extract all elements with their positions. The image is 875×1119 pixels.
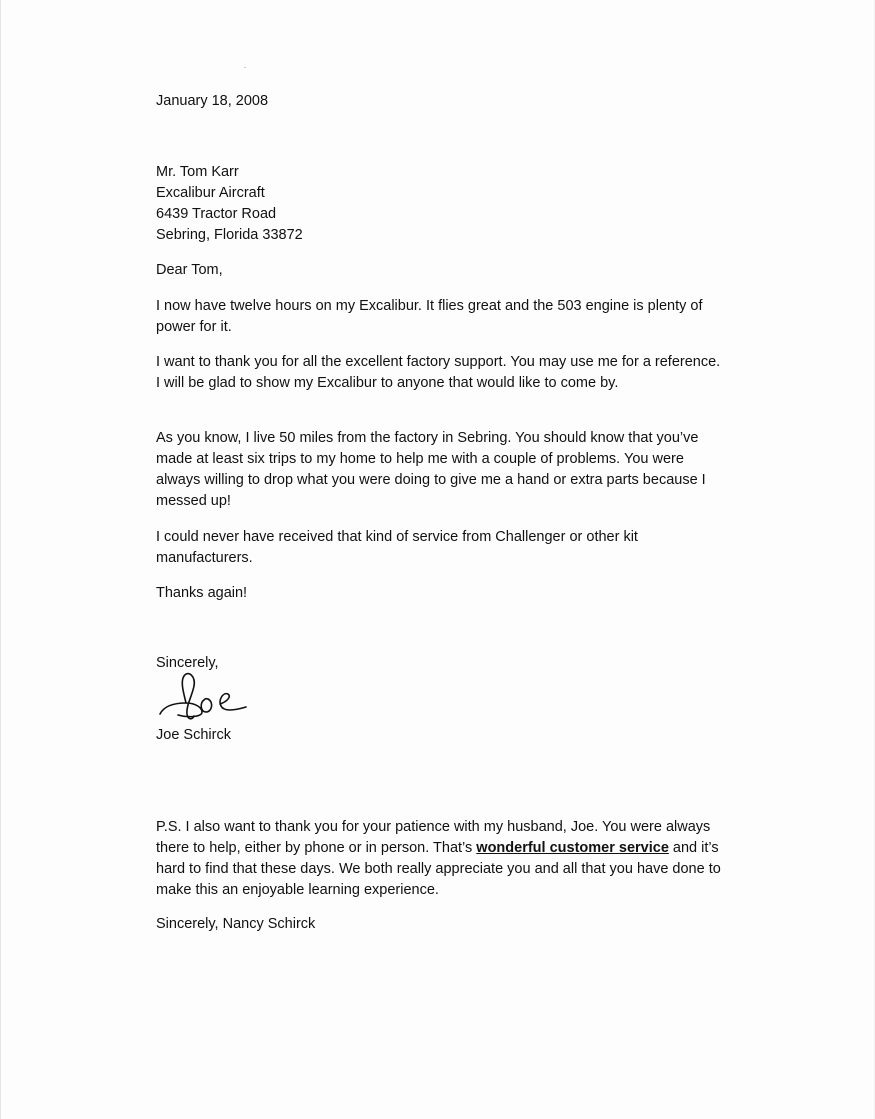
postscript-emphasis: wonderful customer service	[476, 840, 669, 856]
postscript-text-start: P.S. I also want to thank you for your patience with my husband, Joe. You were always there to help, either by phone or in person. That’s	[156, 819, 711, 856]
scan-speck	[244, 67, 246, 68]
postscript	[156, 817, 731, 901]
signer-name: Joe Schirck	[156, 727, 231, 743]
recipient-company: Excalibur Aircraft	[156, 185, 265, 201]
ps-signoff: Sincerely, Nancy Schirck	[156, 916, 316, 932]
salutation: Dear Tom,	[156, 262, 223, 278]
body-paragraph-5: Thanks again!	[156, 585, 248, 601]
postscript-text-end: and it’s hard to find that these days. We both really appreciate you and all that you have done to make this an enjoyable learning experience.	[156, 840, 721, 898]
body-paragraph-2: I want to thank you for all the excellent factory support. You may use me for a reference. I will be glad to show my Excalibur to anyone that would like to come by.	[156, 354, 721, 391]
closing: Sincerely,	[156, 655, 219, 671]
letter-date: January 18, 2008	[156, 93, 269, 109]
body-paragraph-4: I could never have received that kind of service from Challenger or other kit manufacturers.	[156, 529, 638, 566]
recipient-name: Mr. Tom Karr	[156, 164, 239, 180]
handwritten-signature	[158, 670, 268, 722]
body-paragraph-3: As you know, I live 50 miles from the factory in Sebring. You should know that you’ve made at least six trips to my home to help me with a couple of problems. You were always willing to drop what you were doing to give me a hand or extra parts because I messed up!	[156, 430, 706, 509]
recipient-street: 6439 Tractor Road	[156, 206, 277, 222]
recipient-city-state-zip: Sebring, Florida 33872	[156, 227, 303, 243]
body-paragraph-1: I now have twelve hours on my Excalibur. It flies great and the 503 engine is plenty of power for it.	[156, 298, 703, 335]
